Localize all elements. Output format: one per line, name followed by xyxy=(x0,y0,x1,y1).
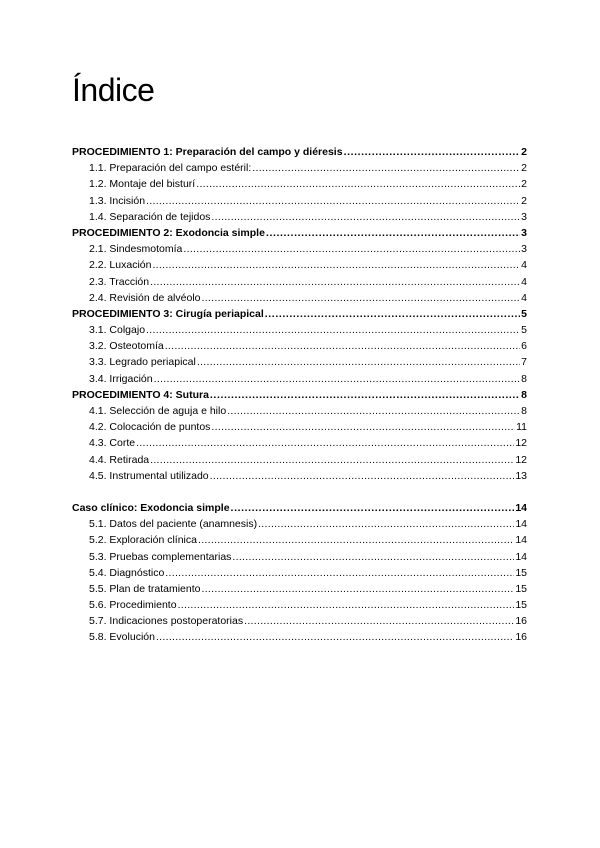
dot-leader xyxy=(198,532,514,548)
toc-subentry[interactable] xyxy=(72,371,527,387)
page-title: Índice xyxy=(72,72,155,108)
toc-page-number: 11 xyxy=(516,421,527,434)
toc-page-number: 13 xyxy=(515,469,527,482)
toc-entry-label: 2.4. Revisión de alvéolo xyxy=(89,291,201,304)
toc-entry-label: PROCEDIMIENTO 2: Exodoncia simple xyxy=(72,226,265,239)
toc-section xyxy=(72,306,527,387)
table-of-contents xyxy=(72,144,527,646)
toc-entry-label: 5.3. Pruebas complementarias xyxy=(89,550,232,563)
dot-leader xyxy=(244,613,514,629)
toc-entry-label: 2.1. Sindesmotomía xyxy=(89,243,183,256)
toc-entry-label: 3.4. Irrigación xyxy=(89,372,153,385)
toc-page-number: 7 xyxy=(521,356,527,369)
dot-leader xyxy=(266,225,520,241)
dot-leader xyxy=(211,209,520,225)
toc-subentry[interactable] xyxy=(72,290,527,306)
dot-leader xyxy=(136,435,514,451)
dot-leader xyxy=(227,403,520,419)
dot-leader xyxy=(150,274,520,290)
toc-page-number: 4 xyxy=(521,275,527,288)
toc-heading[interactable] xyxy=(72,144,527,160)
toc-page-number: 8 xyxy=(521,405,527,417)
dot-leader xyxy=(165,338,520,354)
toc-entry-label: 4.2. Colocación de puntos xyxy=(89,421,211,434)
toc-entry-label: 5.7. Indicaciones postoperatorias xyxy=(89,615,244,628)
dot-leader xyxy=(156,629,514,645)
dot-leader xyxy=(183,241,520,257)
toc-subentry[interactable] xyxy=(72,176,527,192)
toc-entry-label: 5.5. Plan de tratamiento xyxy=(89,582,201,595)
toc-subentry[interactable] xyxy=(72,322,527,338)
toc-page-number: 12 xyxy=(515,437,527,450)
toc-entry-label: 5.1. Datos del paciente (anamnesis) xyxy=(89,518,258,531)
toc-subentry[interactable] xyxy=(72,532,527,548)
toc-entry-label: 2.3. Tracción xyxy=(89,275,150,288)
toc-subentry[interactable] xyxy=(72,419,527,435)
toc-entry-label: 1.1. Preparación del campo estéril: xyxy=(89,162,252,175)
toc-subentry[interactable] xyxy=(72,452,527,468)
toc-page-number: 5 xyxy=(521,324,527,337)
toc-page-number: 3 xyxy=(521,226,527,239)
dot-leader xyxy=(265,306,520,322)
dot-leader xyxy=(231,500,515,516)
toc-entry-label: 4.1. Selección de aguja e hilo xyxy=(89,405,227,417)
dot-leader xyxy=(344,144,521,160)
toc-entry-label: 5.6. Procedimiento xyxy=(89,599,177,612)
toc-page-number: 5 xyxy=(521,307,527,320)
toc-page-number: 15 xyxy=(515,599,527,612)
toc-section xyxy=(72,387,527,484)
toc-section xyxy=(72,144,527,225)
toc-section xyxy=(72,500,527,646)
toc-entry-label: 4.3. Corte xyxy=(89,437,136,450)
toc-entry-label: 2.2. Luxación xyxy=(89,259,152,272)
toc-entry-label: 3.1. Colgajo xyxy=(89,324,146,337)
toc-entry-label: 4.5. Instrumental utilizado xyxy=(89,469,209,482)
dot-leader xyxy=(165,565,514,581)
toc-subentry[interactable] xyxy=(72,193,527,209)
toc-subentry[interactable] xyxy=(72,403,527,419)
toc-heading[interactable] xyxy=(72,306,527,322)
toc-section xyxy=(72,225,527,306)
toc-page-number: 16 xyxy=(515,631,527,644)
dot-leader xyxy=(152,257,520,273)
toc-subentry[interactable] xyxy=(72,597,527,613)
toc-entry-label: PROCEDIMIENTO 1: Preparación del campo y diéresis xyxy=(72,146,343,158)
toc-subentry[interactable] xyxy=(72,629,527,645)
toc-entry-label: 3.2. Osteotomía xyxy=(89,340,164,353)
toc-subentry[interactable] xyxy=(72,338,527,354)
toc-entry-label: 1.4. Separación de tejidos xyxy=(89,210,211,223)
dot-leader xyxy=(258,516,514,532)
dot-leader xyxy=(197,354,520,370)
toc-page-number: 12 xyxy=(515,453,527,466)
toc-entry-label: 1.3. Incisión xyxy=(89,194,146,207)
toc-subentry[interactable] xyxy=(72,354,527,370)
toc-subentry[interactable] xyxy=(72,613,527,629)
toc-entry-label: 1.2. Montaje del bisturí xyxy=(89,178,196,191)
toc-subentry[interactable] xyxy=(72,241,527,257)
toc-page-number: 15 xyxy=(515,566,527,579)
toc-entry-label: Caso clínico: Exodoncia simple xyxy=(72,501,230,514)
toc-page-number: 2 xyxy=(521,146,527,158)
toc-subentry[interactable] xyxy=(72,468,527,484)
toc-page-number: 2 xyxy=(521,194,527,207)
toc-subentry[interactable] xyxy=(72,274,527,290)
toc-subentry[interactable] xyxy=(72,516,527,532)
toc-subentry[interactable] xyxy=(72,257,527,273)
toc-entry-label: 5.2. Exploración clínica xyxy=(89,534,197,547)
toc-entry-label: PROCEDIMIENTO 3: Cirugía periapical xyxy=(72,307,264,320)
toc-page-number: 8 xyxy=(521,372,527,385)
dot-leader xyxy=(178,597,515,613)
dot-leader xyxy=(150,452,514,468)
toc-heading[interactable] xyxy=(72,225,527,241)
dot-leader xyxy=(146,322,520,338)
dot-leader xyxy=(202,290,521,306)
toc-page-number: 15 xyxy=(515,582,527,595)
dot-leader xyxy=(154,371,521,387)
toc-entry-label: 3.3. Legrado periapical xyxy=(89,356,196,369)
toc-subentry[interactable] xyxy=(72,160,527,176)
toc-heading[interactable] xyxy=(72,500,527,516)
dot-leader xyxy=(202,581,515,597)
dot-leader xyxy=(196,176,520,192)
toc-page-number: 6 xyxy=(521,340,527,353)
dot-leader xyxy=(232,549,514,565)
toc-subentry[interactable] xyxy=(72,549,527,565)
toc-page-number: 3 xyxy=(521,210,527,223)
toc-subentry[interactable] xyxy=(72,565,527,581)
toc-page-number: 14 xyxy=(515,550,527,563)
toc-page-number: 16 xyxy=(515,615,527,628)
toc-page-number: 2 xyxy=(521,162,527,175)
toc-entry-label: PROCEDIMIENTO 4: Sutura xyxy=(72,388,209,401)
toc-entry-label: 4.4. Retirada xyxy=(89,453,150,466)
dot-leader xyxy=(252,160,520,176)
toc-entry-label: 5.8. Evolución xyxy=(89,631,155,644)
toc-heading[interactable] xyxy=(72,387,527,403)
toc-page-number: 3 xyxy=(521,243,527,256)
toc-page-number: 8 xyxy=(521,388,527,401)
toc-page-number: 14 xyxy=(515,501,527,514)
toc-entry-label: 5.4. Diagnóstico xyxy=(89,566,165,579)
toc-page-number: 14 xyxy=(515,534,527,547)
dot-leader xyxy=(210,387,520,403)
toc-subentry[interactable] xyxy=(72,435,527,451)
toc-page-number: 4 xyxy=(521,291,527,304)
dot-leader xyxy=(210,468,515,484)
toc-page-number: 14 xyxy=(515,518,527,531)
toc-page-number: 2 xyxy=(521,178,527,191)
toc-subentry[interactable] xyxy=(72,581,527,597)
dot-leader xyxy=(211,419,515,435)
toc-subentry[interactable] xyxy=(72,209,527,225)
toc-page-number: 4 xyxy=(521,259,527,272)
dot-leader xyxy=(146,193,520,209)
